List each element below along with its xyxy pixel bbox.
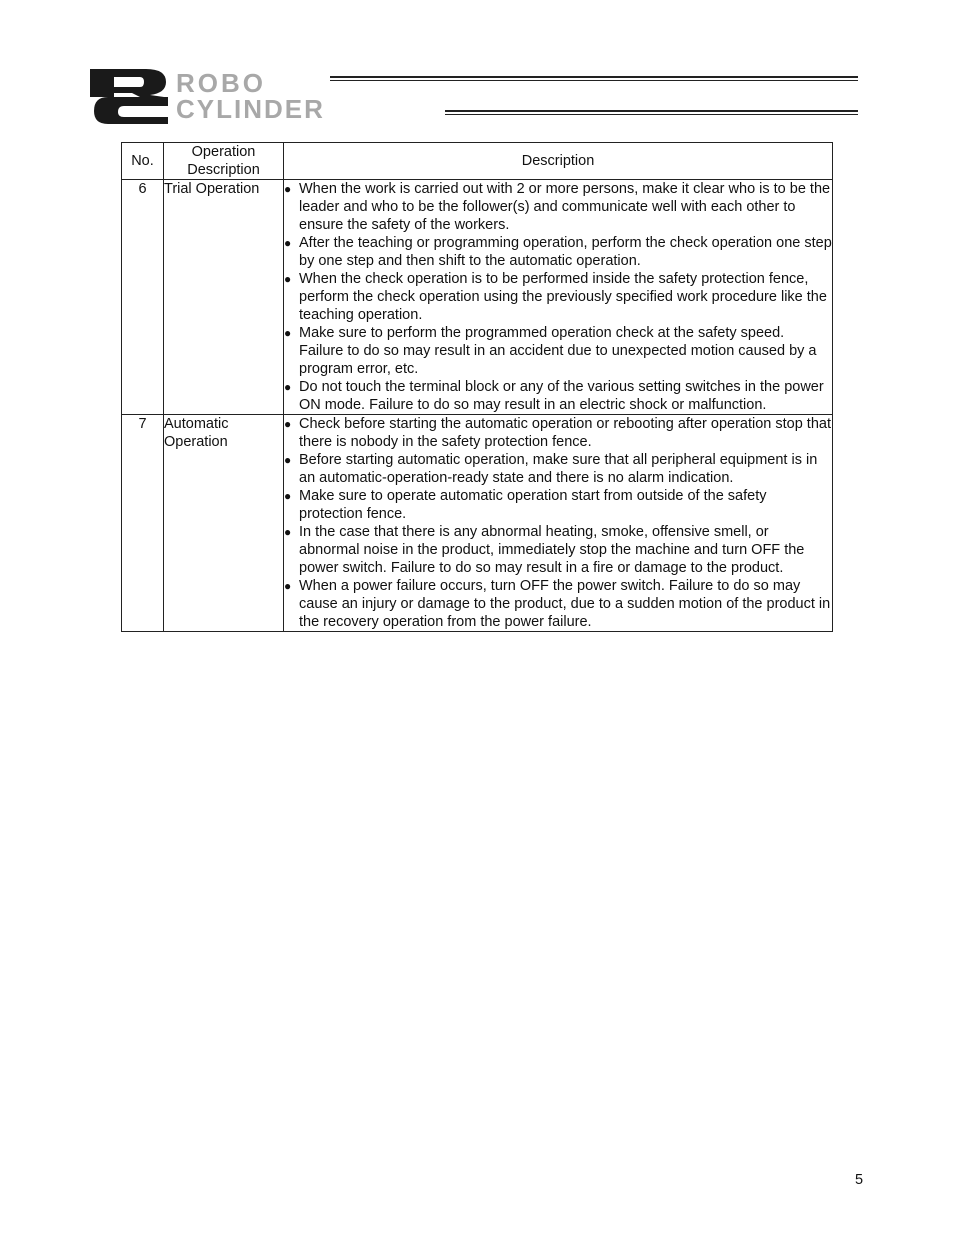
- safety-operation-table: [121, 142, 833, 632]
- page-number: 5: [855, 1172, 864, 1188]
- logo-word-cylinder: CYLINDER: [176, 94, 325, 124]
- row-number: 7: [122, 415, 164, 632]
- row-operation: Automatic Operation: [164, 415, 284, 632]
- bullet-list: [284, 180, 832, 414]
- bullet-list: [284, 415, 832, 631]
- list-item: ● After the teaching or programming operation, perform the check operation one step by one step and then shift to the automatic operation.: [284, 234, 832, 270]
- row-operation: Trial Operation: [164, 180, 284, 415]
- table-row: [122, 180, 833, 415]
- list-item: ● Make sure to perform the programmed operation check at the safety speed. Failure to do so may result in an accident due to unexpected motion caused by a program error, etc.: [284, 324, 832, 378]
- row-description: [284, 180, 833, 415]
- list-item: ● Before starting automatic operation, make sure that all peripheral equipment is in an automatic-operation-ready state and there is no alarm indication.: [284, 451, 832, 487]
- rc-logo-icon: [88, 66, 170, 126]
- column-header-no: No.: [122, 143, 164, 180]
- column-header-description: Description: [284, 143, 833, 180]
- list-item: ● Check before starting the automatic operation or rebooting after operation stop that there is nobody in the safety protection fence.: [284, 415, 832, 451]
- list-item: ● Do not touch the terminal block or any of the various setting switches in the power ON mode. Failure to do so may result in an electric shock or malfunction.: [284, 378, 832, 414]
- list-item: ● When the work is carried out with 2 or more persons, make it clear who is to be the leader and who to be the follower(s) and communicate well with each other to ensure the safety of the workers.: [284, 180, 832, 234]
- table-header-row: [122, 143, 833, 180]
- list-item: ● When a power failure occurs, turn OFF the power switch. Failure to do so may cause an injury or damage to the product, due to a sudden motion of the product in the recovery operation from the power failure.: [284, 577, 832, 631]
- row-number: 6: [122, 180, 164, 415]
- list-item: ● When the check operation is to be performed inside the safety protection fence, perform the check operation using the previously specified work procedure like the teaching operation.: [284, 270, 832, 324]
- row-description: [284, 415, 833, 632]
- table-row: [122, 415, 833, 632]
- header-rule-bottom: [445, 110, 858, 115]
- list-item: ● Make sure to operate automatic operation start from outside of the safety protection fence.: [284, 487, 832, 523]
- column-header-operation: Operation Description: [164, 143, 284, 180]
- logo-word-robo: ROBO: [176, 68, 266, 98]
- list-item: ● In the case that there is any abnormal heating, smoke, offensive smell, or abnormal noise in the product, immediately stop the machine and turn OFF the power switch. Failure to do so may result in a fire or damage to the product.: [284, 523, 832, 577]
- header-rule-top: [330, 76, 858, 81]
- page-header: [88, 66, 860, 126]
